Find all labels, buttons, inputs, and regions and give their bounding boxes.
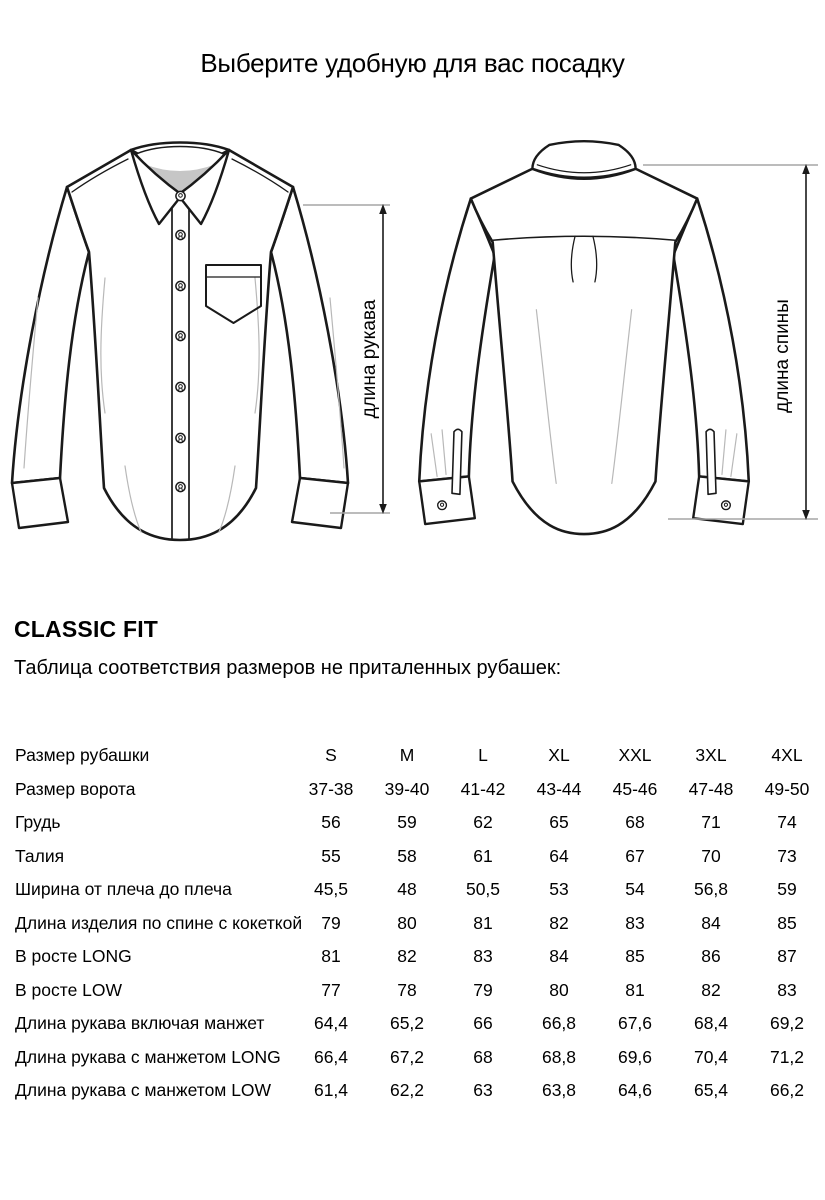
table-row (0, 940, 825, 974)
table-cell: 3XL (695, 745, 727, 766)
table-cell: M (399, 745, 415, 766)
back-length-dimension (630, 158, 825, 526)
row-label: Длина рукава с манжетом LONG (15, 1046, 281, 1067)
table-cell: 64 (549, 845, 569, 866)
row-label: Длина изделия по спине с кокеткой (15, 912, 303, 933)
table-cell: 74 (777, 812, 797, 833)
table-cell: 50,5 (465, 879, 501, 900)
table-cell: 82 (549, 912, 569, 933)
table-cell: 78 (397, 979, 417, 1000)
table-cell: 56,8 (693, 879, 729, 900)
table-row (0, 1074, 825, 1108)
table-cell: 81 (473, 912, 493, 933)
table-cell: 68 (473, 1046, 493, 1067)
table-cell: 37-38 (308, 778, 354, 799)
table-cell: 63,8 (541, 1080, 577, 1101)
row-label: Длина рукава включая манжет (15, 1013, 265, 1034)
page-title: Выберите удобную для вас посадку (200, 48, 625, 78)
table-row (0, 974, 825, 1008)
section-heading: CLASSIC FIT (14, 616, 159, 642)
row-label: Талия (15, 845, 65, 866)
table-cell: 66,4 (313, 1046, 349, 1067)
table-cell: 81 (625, 979, 645, 1000)
table-cell: 48 (397, 879, 417, 900)
table-cell: 59 (777, 879, 797, 900)
table-cell: 83 (777, 979, 797, 1000)
sleeve-length-label: длина рукава (359, 299, 381, 419)
row-label: Ширина от плеча до плеча (15, 879, 232, 900)
table-cell: S (325, 745, 337, 766)
row-label: Размер ворота (15, 778, 136, 799)
table-cell: 80 (397, 912, 417, 933)
table-cell: 59 (397, 812, 417, 833)
table-row (0, 806, 825, 840)
table-cell: 81 (321, 946, 341, 967)
table-cell: 45-46 (612, 778, 658, 799)
table-cell: 68,8 (541, 1046, 577, 1067)
size-table (0, 739, 825, 1108)
table-row (0, 1041, 825, 1075)
table-cell: 61 (473, 845, 493, 866)
table-cell: 62,2 (389, 1080, 425, 1101)
row-label: Грудь (15, 812, 61, 833)
table-cell: 83 (473, 946, 493, 967)
table-cell: 77 (321, 979, 341, 1000)
row-label: В росте LOW (15, 979, 123, 1000)
front-left-sleeve (12, 187, 89, 483)
table-row (0, 773, 825, 807)
table-cell: 84 (549, 946, 569, 967)
table-cell: 65,4 (693, 1080, 729, 1101)
table-cell: 64,4 (313, 1013, 349, 1034)
table-cell: 71,2 (769, 1046, 805, 1067)
left-sleeve-placket (452, 429, 462, 494)
table-cell: 66 (473, 1013, 493, 1034)
table-cell: XL (548, 745, 570, 766)
back-left-cuff (419, 476, 475, 524)
table-cell: 69,2 (769, 1013, 805, 1034)
table-cell: 83 (625, 912, 645, 933)
table-cell: 73 (777, 845, 797, 866)
table-cell: 84 (701, 912, 721, 933)
table-cell: 79 (473, 979, 493, 1000)
table-cell: 67,6 (617, 1013, 653, 1034)
table-cell: 66,2 (769, 1080, 805, 1101)
table-cell: 85 (625, 946, 645, 967)
table-cell: 62 (473, 812, 493, 833)
table-cell: 64,6 (617, 1080, 653, 1101)
row-label: Размер рубашки (15, 745, 150, 766)
table-cell: L (478, 745, 488, 766)
table-cell: 61,4 (313, 1080, 349, 1101)
table-cell: 47-48 (688, 778, 734, 799)
table-cell: 82 (701, 979, 721, 1000)
table-cell: 43-44 (536, 778, 582, 799)
table-cell: 79 (321, 912, 341, 933)
table-cell: 80 (549, 979, 569, 1000)
sleeve-length-dimension (296, 198, 396, 520)
table-cell: XXL (618, 745, 652, 766)
table-cell: 4XL (771, 745, 803, 766)
table-cell: 85 (777, 912, 797, 933)
table-row (0, 873, 825, 907)
table-cell: 39-40 (384, 778, 430, 799)
table-cell: 49-50 (764, 778, 810, 799)
table-row (0, 907, 825, 941)
table-cell: 67,2 (389, 1046, 425, 1067)
table-cell: 82 (397, 946, 417, 967)
table-cell: 63 (473, 1080, 493, 1101)
table-cell: 53 (549, 879, 569, 900)
row-label: Длина рукава с манжетом LOW (15, 1080, 272, 1101)
table-cell: 45,5 (313, 879, 349, 900)
table-cell: 86 (701, 946, 721, 967)
table-row (0, 840, 825, 874)
size-table-body (0, 739, 825, 1108)
row-label: В росте LONG (15, 946, 132, 967)
table-cell: 55 (321, 845, 341, 866)
section-subtitle: Таблица соответствия размеров не приталенных рубашек: (14, 657, 562, 679)
table-cell: 41-42 (460, 778, 506, 799)
table-cell: 71 (701, 812, 721, 833)
table-cell: 56 (321, 812, 341, 833)
back-length-label: длина спины (772, 299, 794, 413)
table-cell: 87 (777, 946, 797, 967)
table-row (0, 1007, 825, 1041)
table-cell: 70,4 (693, 1046, 729, 1067)
front-left-cuff (12, 478, 68, 528)
table-cell: 68 (625, 812, 645, 833)
table-cell: 67 (625, 845, 645, 866)
table-cell: 65,2 (389, 1013, 425, 1034)
table-cell: 65 (549, 812, 569, 833)
table-cell: 70 (701, 845, 721, 866)
table-cell: 68,4 (693, 1013, 729, 1034)
table-cell: 54 (625, 879, 645, 900)
table-cell: 69,6 (617, 1046, 653, 1067)
table-cell: 66,8 (541, 1013, 577, 1034)
table-row (0, 739, 825, 773)
table-cell: 58 (397, 845, 417, 866)
